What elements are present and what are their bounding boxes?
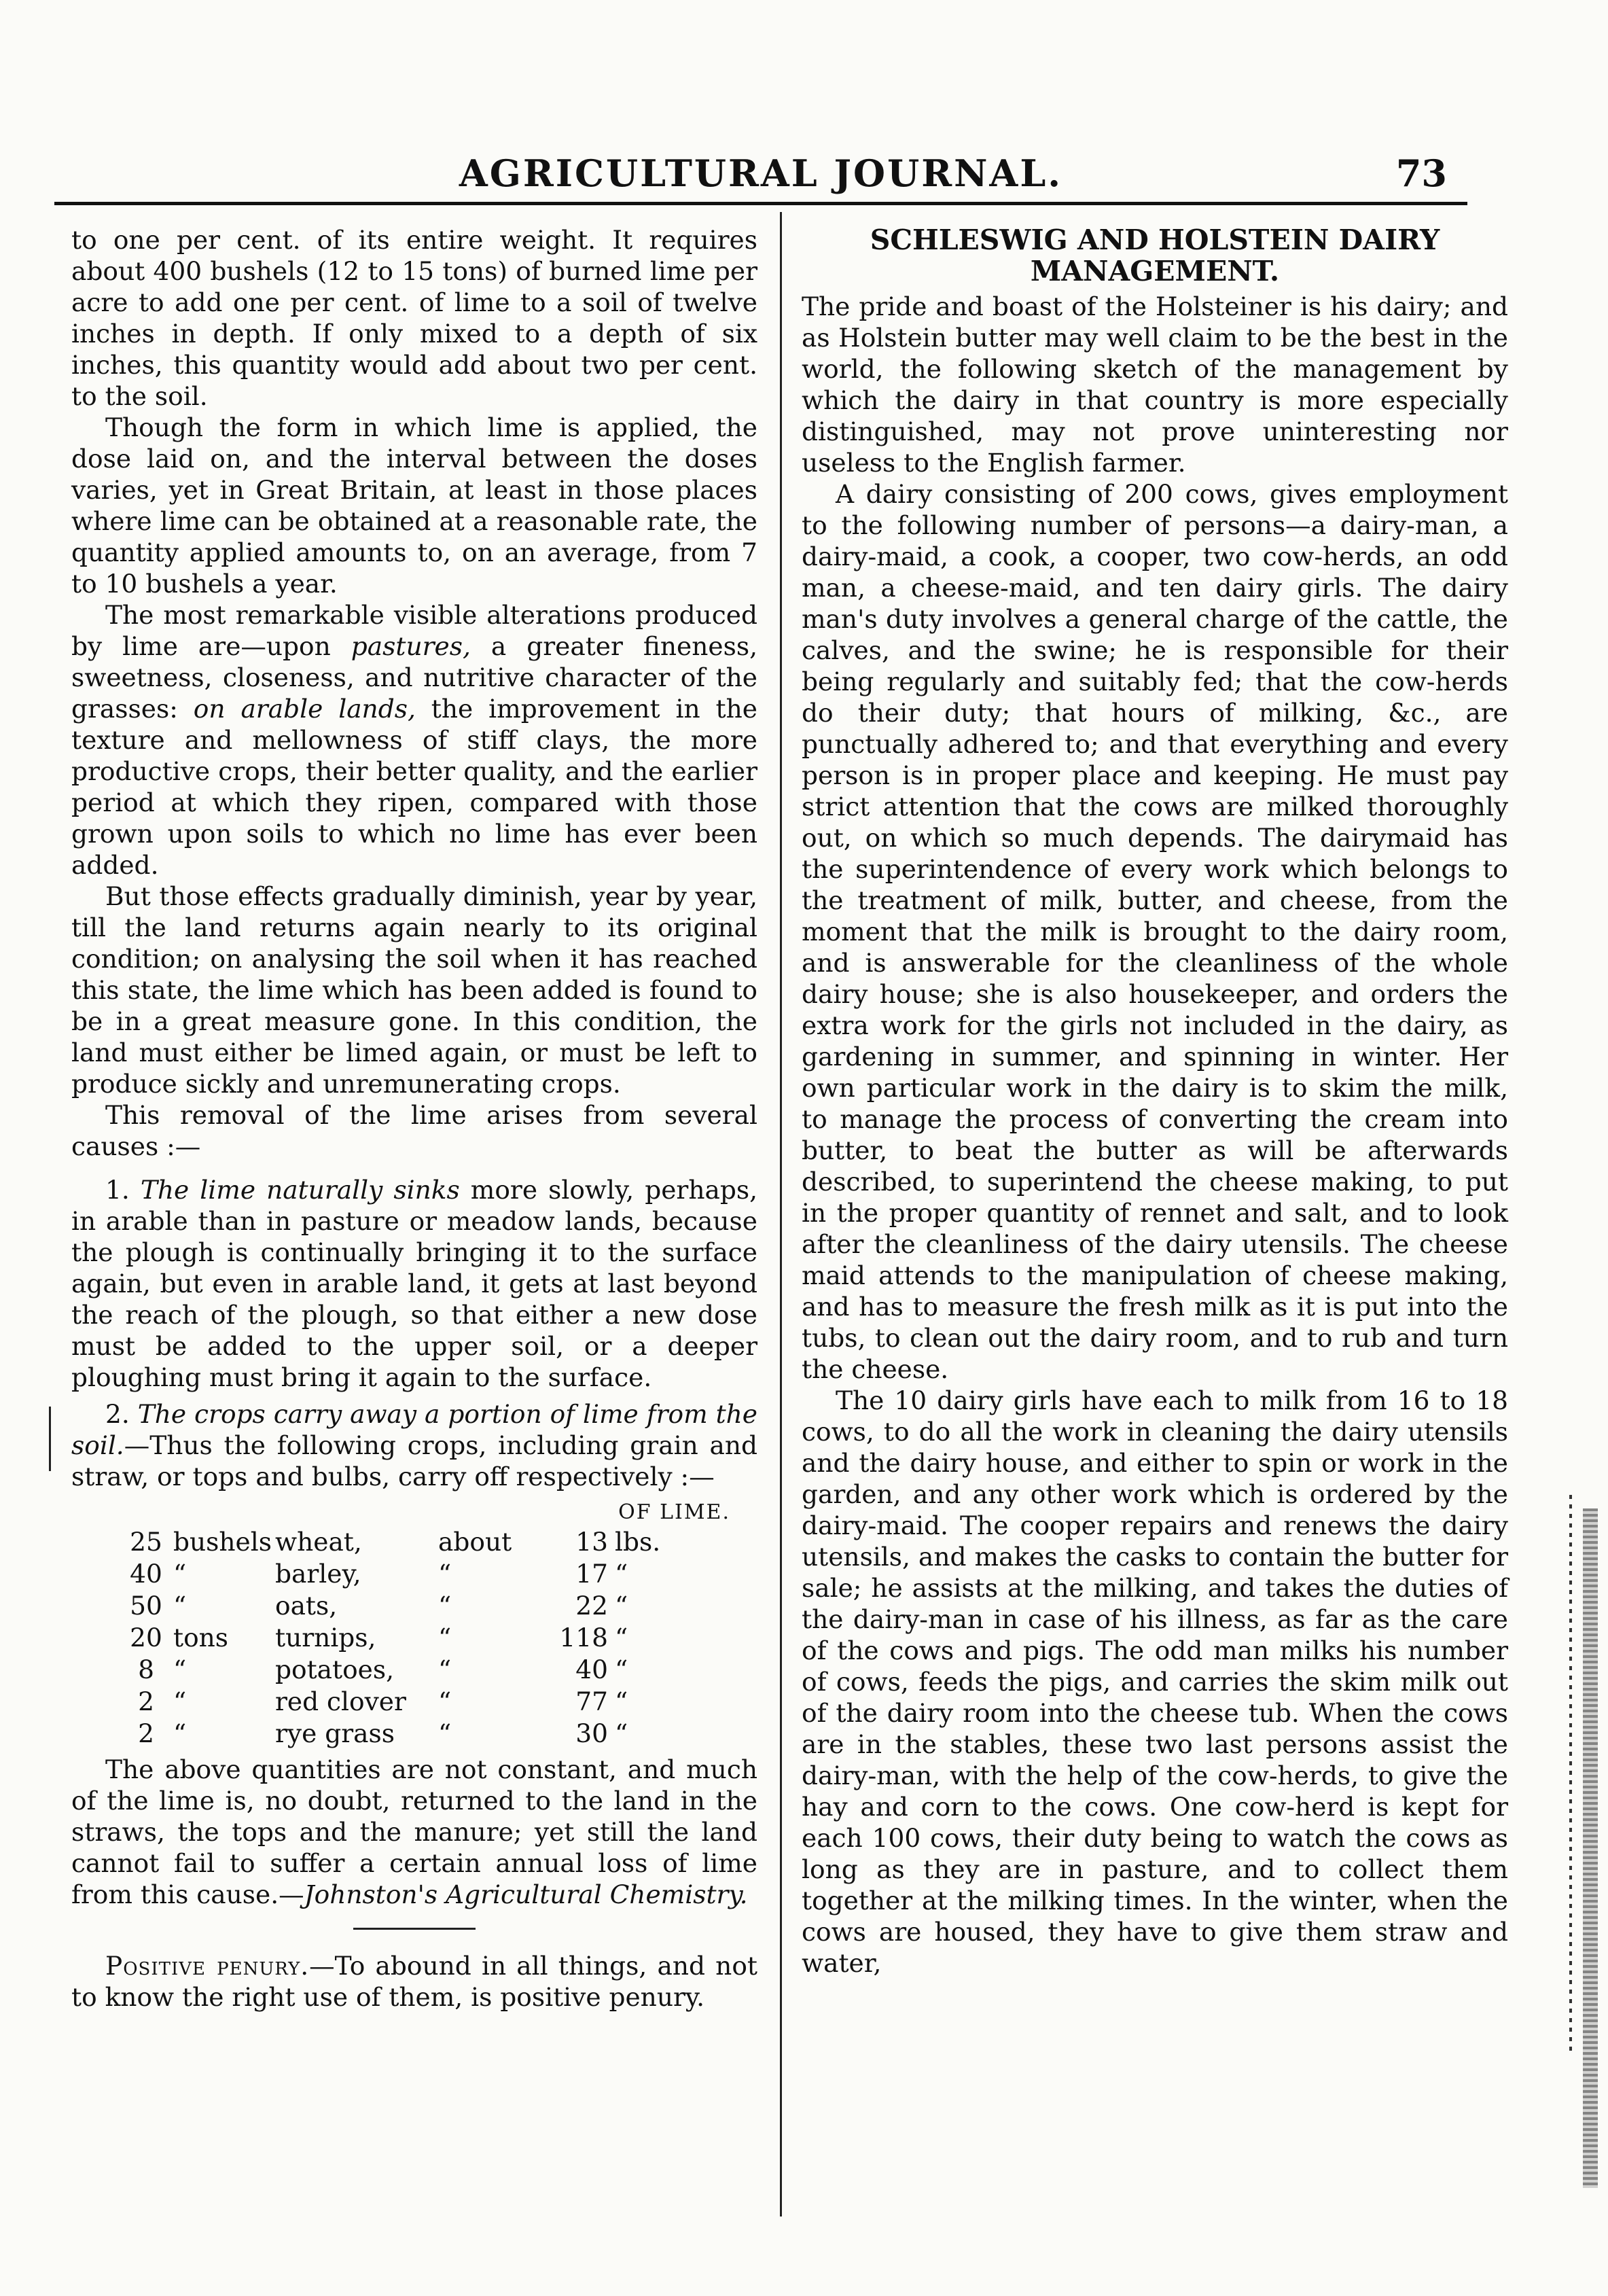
text-run: a greater fineness, sweetness, closeness, and nutritive character of the grasses: <box>71 631 757 724</box>
paragraph: The pride and boast of the Holsteiner is his dairy; and as Holstein butter may well claim to be the best in the world, the following sketch of the management by which the dairy in that country is more especially distinguished, may not prove uninteresting nor useless to the English farmer. <box>802 292 1508 478</box>
text-run: —To abound in all things, and not to know the right use of them, is positive penury. <box>71 1951 757 2012</box>
table-cell-crop: potatoes, <box>275 1655 395 1684</box>
table-cell-mark: “ <box>438 1591 452 1621</box>
text-run: The above quantities are not constant, and much of the lime is, no doubt, returned to the land in the straws, the tops and the manure; yet still the land cannot fail to suffer a certain annual loss of lime from this cause.— <box>71 1754 757 1909</box>
italic-text: pastures, <box>351 631 471 661</box>
table-cell-lbs: “ <box>615 1559 628 1589</box>
table-cell-qty: 40 <box>130 1559 162 1589</box>
table-cell-qty: 25 <box>130 1527 162 1557</box>
lime-table <box>119 1526 662 1750</box>
italic-text: The lime naturally sinks <box>140 1175 460 1205</box>
right-column <box>802 224 1508 1979</box>
page-number: 73 <box>1395 152 1447 195</box>
section-rule <box>353 1928 476 1930</box>
table-cell-lbs: lbs. <box>615 1527 661 1557</box>
table-cell-amount: 13 <box>575 1527 608 1557</box>
table-cell-lbs: “ <box>615 1686 628 1716</box>
paragraph: Though the form in which lime is applied, the dose laid on, and the interval between the doses varies, yet in Great Britain, at least in those places where lime can be obtained at a reasonable rate, the quantity applied amounts to, on an average, from 7 to 10 bushels a year. <box>71 412 757 599</box>
text-run: The most remarkable visible alterations produced by lime are—upon <box>71 600 757 661</box>
table-cell-amount: 118 <box>559 1623 608 1653</box>
table-cell-mark: “ <box>438 1623 452 1653</box>
table-cell-mark: “ <box>438 1655 452 1684</box>
table-cell-amount: 17 <box>575 1559 608 1589</box>
table-cell-unit: “ <box>173 1686 187 1716</box>
table-row <box>119 1686 662 1718</box>
table-row <box>119 1622 662 1654</box>
table-cell-lbs: “ <box>615 1655 628 1684</box>
scan-edge-dots <box>1569 1495 1572 2052</box>
table-cell-mark: about <box>438 1527 512 1557</box>
table-row <box>119 1526 662 1558</box>
table-cell-amount: 77 <box>575 1686 608 1716</box>
table-row <box>119 1558 662 1590</box>
column-divider <box>780 212 782 2216</box>
table-cell-qty: 50 <box>130 1591 162 1621</box>
table-cell-amount: 40 <box>575 1655 608 1684</box>
margin-mark <box>49 1407 51 1471</box>
paragraph: to one per cent. of its entire weight. It requires about 400 bushels (12 to 15 tons) of burned lime per acre to add one per cent. of lime to a soil of twelve inches in depth. If only mixed to a depth of six inches, this quantity would add about two per cent. to the soil. <box>71 225 757 411</box>
table-cell-unit: bushels <box>173 1527 272 1557</box>
table-cell-mark: “ <box>438 1718 452 1748</box>
table-cell-crop: turnips, <box>275 1623 376 1653</box>
table-cell-unit: “ <box>173 1718 187 1748</box>
table-cell-unit: “ <box>173 1655 187 1684</box>
table-cell-unit: “ <box>173 1559 187 1589</box>
list-number: 1. <box>105 1175 141 1205</box>
table-cell-lbs: “ <box>615 1718 628 1748</box>
paragraph: A dairy consisting of 200 cows, gives employment to the following number of persons—a dairy-man, a dairy-maid, a cook, a cooper, two cow-herds, an odd man, a cheese-maid, and ten dairy girls. The dairy man's duty involves a general charge of the cattle, the calves, and the swine; he is responsible for their being regularly and suitably fed; that the cow-herds do their duty; that hours of milking, &c., are punctually adhered to; and that everything and every person is in proper place and keeping. He must pay strict attention that the cows are milked thoroughly out, on which so much depends. The dairymaid has the superintendence of every work which belongs to the treatment of milk, butter, and cheese, from the moment that the milk is brought to the dairy room, and is answerable for the cleanliness of the whole dairy house; she is also housekeeper, and orders the extra work for the girls not included in the dairy, as gardening in summer, and spinning in winter. Her own particular work in the dairy is to skim the milk, to manage the process of converting the cream into butter, to beat the butter as will be afterwards described, to superintend the cheese making, to put in the proper quantity of rennet and salt, and to look after the cleanliness of the dairy utensils. The cheese maid attends to the manipulation of cheese making, and has to measure the fresh milk as it is put into the tubs, to clean out the dairy room, and to rub and turn the cheese. <box>802 479 1508 1384</box>
paragraph <box>71 1950 757 2013</box>
table-cell-lbs: “ <box>615 1591 628 1621</box>
table-cell-qty: 2 <box>138 1718 154 1748</box>
table-cell-unit: tons <box>173 1623 229 1653</box>
running-header <box>54 146 1467 200</box>
table-row <box>119 1654 662 1686</box>
table-cell-qty: 8 <box>138 1655 154 1684</box>
table-row <box>119 1590 662 1622</box>
text-run: —Thus the following crops, including grain and straw, or tops and bulbs, carry off respectively :— <box>71 1430 757 1491</box>
journal-title: AGRICULTURAL JOURNAL. <box>459 152 1063 195</box>
italic-text: The crops carry away a portion of lime from the soil. <box>71 1399 757 1460</box>
table-heading: OF LIME. <box>618 1500 730 1524</box>
source-citation: Johnston's Agricultural Chemistry. <box>304 1879 748 1909</box>
table-cell-qty: 20 <box>130 1623 162 1653</box>
table-row <box>119 1718 662 1750</box>
table-cell-qty: 2 <box>138 1686 154 1716</box>
list-number: 2. <box>105 1399 138 1429</box>
table-cell-mark: “ <box>438 1559 452 1589</box>
scan-edge-strip <box>1583 1508 1598 2188</box>
table-cell-crop: wheat, <box>275 1527 362 1557</box>
table-cell-lbs: “ <box>615 1623 628 1653</box>
article-title: SCHLESWIG AND HOLSTEIN DAIRY MANAGEMENT. <box>870 224 1440 287</box>
table-cell-crop: red clover <box>275 1686 406 1716</box>
table-cell-amount: 22 <box>575 1591 608 1621</box>
table-cell-mark: “ <box>438 1686 452 1716</box>
paragraph <box>71 1398 757 1492</box>
italic-text: on arable lands, <box>193 694 416 724</box>
paragraph: This removal of the lime arises from several causes :— <box>71 1100 757 1161</box>
text-run: more slowly, perhaps, in arable than in pasture or meadow lands, because the plough is continually bringing it to the surface again, but even in arable land, it gets at last beyond the reach of the plough, so that either a new dose must be added to the upper soil, or a deeper ploughing must bring it again to the surface. <box>71 1175 757 1392</box>
paragraph <box>71 1754 757 1910</box>
table-cell-crop: oats, <box>275 1591 338 1621</box>
run-in-heading: Positive penury. <box>105 1951 310 1981</box>
paragraph: But those effects gradually diminish, year by year, till the land returns again nearly to its original condition; on analysing the soil when it has reached this state, the lime which has been added is found to be in a great measure gone. In this condition, the land must either be limed again, or must be left to produce sickly and unremunerating crops. <box>71 881 757 1099</box>
table-cell-crop: rye grass <box>275 1718 395 1748</box>
table-cell-crop: barley, <box>275 1559 361 1589</box>
table-cell-amount: 30 <box>575 1718 608 1748</box>
table-cell-unit: “ <box>173 1591 187 1621</box>
header-rule <box>54 202 1467 205</box>
paragraph <box>71 599 757 881</box>
text-run: the improvement in the texture and mellowness of stiff clays, the more productive crops, their better quality, and the earlier period at which they ripen, compared with those grown upon soils to which no lime has ever been added. <box>71 694 757 880</box>
paragraph: The 10 dairy girls have each to milk from 16 to 18 cows, to do all the work in cleaning the dairy utensils and the dairy house, and either to spin or work in the garden, and any other work which is ordered by the dairy-maid. The cooper repairs and renews the dairy utensils, and makes the casks to contain the butter for sale; he assists at the milking, and takes the duties of the dairy-man in case of his illness, as far as the care of the cows and pigs. The odd man milks his number of cows, feeds the pigs, and carries the skim milk out of the dairy room into the cheese tub. When the cows are in the stables, these two last persons assist the dairy-man, with the help of the cow-herds, to give the hay and corn to the cows. One cow-herd is kept for each 100 cows, their duty being to watch the cows as long as they are in pasture, and to collect them together at the milking times. In the winter, when the cows are housed, they have to give them straw and water, <box>802 1385 1508 1978</box>
left-column <box>71 224 757 2013</box>
paragraph <box>71 1174 757 1393</box>
